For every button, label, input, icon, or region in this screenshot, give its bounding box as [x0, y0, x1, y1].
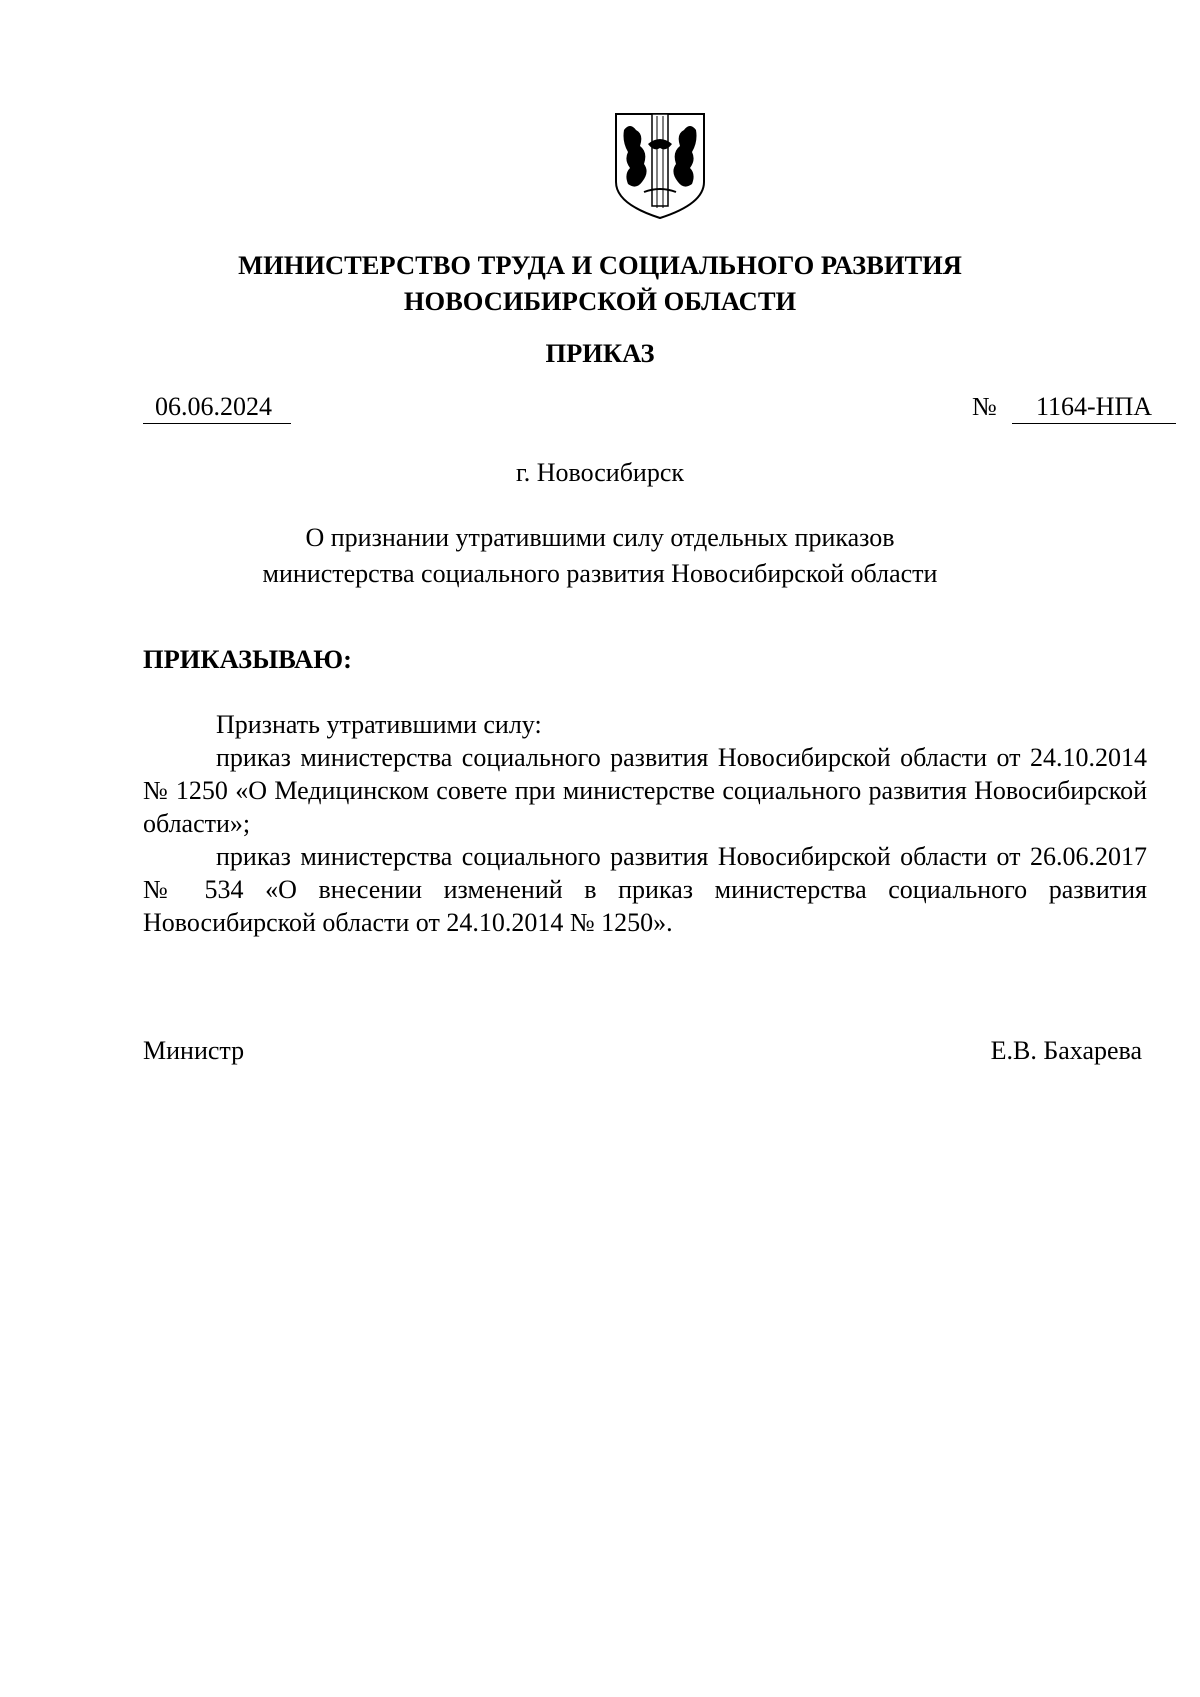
city: г. Новосибирск	[515, 458, 685, 487]
body-paragraph: приказ министерства социального развития Новосибирской области от 24.10.2014 № 1250 «О Медицинском совете при министерстве социального развития Новосибирской области»;	[143, 743, 1147, 838]
subject-line-2: министерства социального развития Новосибирской области	[262, 559, 938, 588]
order-number: 1164-НПА	[1012, 391, 1176, 424]
ministry-line-2: НОВОСИБИРСКОЙ ОБЛАСТИ	[403, 286, 797, 316]
order-body	[143, 708, 1147, 939]
order-date-field	[143, 391, 291, 424]
signatory-position: Министр	[143, 1036, 245, 1065]
order-subject	[0, 520, 1200, 592]
order-date: 06.06.2024	[155, 392, 272, 421]
ministry-name	[0, 247, 1200, 319]
subject-line-1: О признании утратившими силу отдельных приказов	[305, 523, 895, 552]
body-paragraph: приказ министерства социального развития Новосибирской области от 26.06.2017 № 534 «О внесении изменений в приказ министерства социального развития Новосибирской области от 24.10.2014 № 1250».	[143, 842, 1147, 937]
number-label: №	[972, 392, 997, 421]
coat-of-arms-icon	[614, 112, 706, 220]
signatory-name: Е.В. Бахарева	[990, 1036, 1142, 1065]
ministry-line-1: МИНИСТЕРСТВО ТРУДА И СОЦИАЛЬНОГО РАЗВИТИЯ	[238, 250, 962, 280]
document-type: ПРИКАЗ	[545, 338, 655, 368]
order-directive: ПРИКАЗЫВАЮ:	[143, 644, 352, 674]
body-paragraph: Признать утратившими силу:	[216, 710, 542, 739]
